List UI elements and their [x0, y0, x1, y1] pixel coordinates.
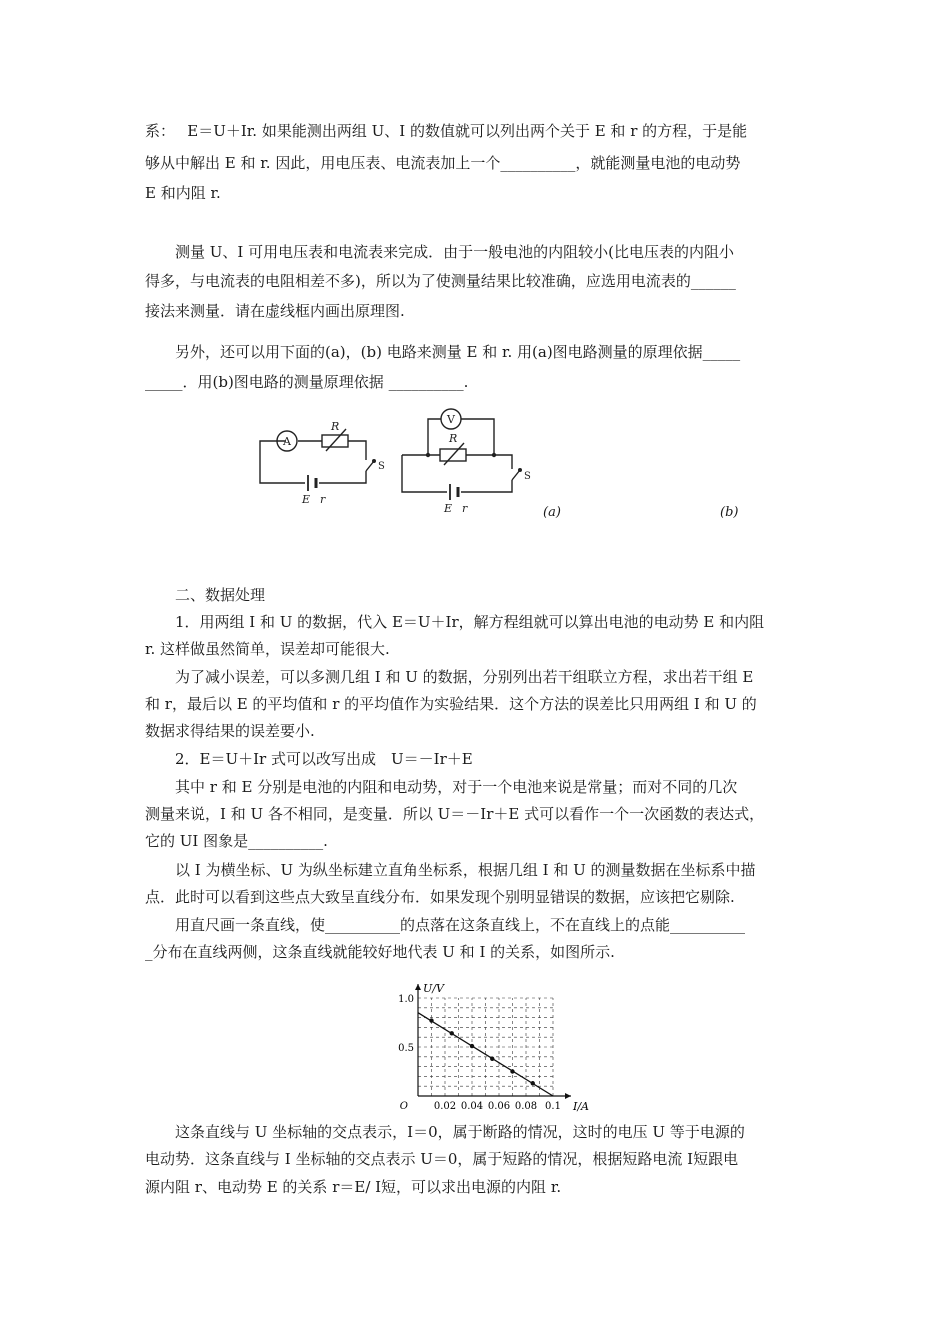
para3-line1: 另外，还可以用下面的(a)，(b) 电路来测量 E 和 r. 用(a)图电路测量的原理依据_____	[175, 343, 741, 361]
switch-label-a: S	[378, 461, 385, 472]
s4-line2: 测量来说，I 和 U 各不相同，是变量．所以 U＝－Ir＋E 式可以看作一个一次函数的表达式，	[145, 805, 765, 823]
s2-line1: 为了减小误差，可以多测几组 I 和 U 的数据，分别列出若干组联立方程，求出若干组 E	[175, 668, 754, 686]
s5-line1: 以 I 为横坐标、U 为纵坐标建立直角坐标系，根据几组 I 和 U 的测量数据在坐标系中描	[175, 861, 756, 879]
s1-line1: 1．用两组 I 和 U 的数据，代入 E＝U＋Ir，解方程组就可以算出电池的电动势 E 和内阻	[175, 613, 765, 631]
para1-line2: 够从中解出 E 和 r. 因此，用电压表、电流表加上一个__________，就能测量电池的电动势	[145, 154, 741, 172]
data-point	[429, 1018, 433, 1022]
ammeter-label: A	[283, 435, 291, 448]
s3-line1: 2．E＝U＋Ir 式可以改写出成 U＝－Ir＋E	[175, 750, 473, 768]
x-tick-label: 0.02	[433, 1101, 457, 1112]
x-tick-label: 0.08	[514, 1101, 538, 1112]
s4-line1: 其中 r 和 E 分别是电池的内阻和电动势，对于一个电池来说是常量；而对不同的几次	[175, 778, 738, 796]
internal-label-b: r	[462, 502, 468, 515]
s4-line3: 它的 UI 图象是__________.	[145, 832, 328, 850]
para2-line2: 得多，与电流表的电阻相差不多)，所以为了使测量结果比较准确，应选用电流表的______	[145, 272, 736, 290]
caption-b: (b)	[720, 505, 739, 520]
x-tick-label: 0.04	[460, 1101, 484, 1112]
s2-line2: 和 r，最后以 E 的平均值和 r 的平均值作为实验结果．这个方法的误差比只用两组 I 和 U 的	[145, 695, 757, 713]
s6-line2: _分布在直线两侧，这条直线就能较好地代表 U 和 I 的关系，如图所示.	[145, 943, 615, 961]
data-point	[470, 1044, 474, 1048]
data-point	[510, 1069, 514, 1073]
s5-line2: 点．此时可以看到这些点大致呈直线分布．如果发现个别明显错误的数据，应该把它剔除.	[145, 888, 735, 906]
resistor-label-b: R	[449, 432, 458, 445]
para2-line3: 接法来测量．请在虚线框内画出原理图.	[145, 302, 405, 320]
y-tick-label: 0.5	[398, 1043, 414, 1054]
s6-line1: 用直尺画一条直线，使__________的点落在这条直线上，不在直线上的点能__________	[175, 916, 746, 934]
s2-line3: 数据求得结果的误差要小.	[145, 722, 315, 740]
s7-line3: 源内阻 r、电动势 E 的关系 r＝E/ I短，可以求出电源的内阻 r.	[145, 1178, 562, 1196]
section2-title: 二、数据处理	[175, 586, 266, 604]
data-point	[490, 1057, 494, 1061]
resistor-label-a: R	[331, 420, 340, 433]
data-point	[450, 1031, 454, 1035]
emf-label-a: E	[302, 493, 311, 506]
x-axis-arrow	[565, 1093, 571, 1099]
s1-line2: r. 这样做虽然简单，误差却可能很大.	[145, 640, 390, 658]
voltmeter-label: V	[447, 413, 455, 426]
s7-line1: 这条直线与 U 坐标轴的交点表示，I＝0，属于断路的情况，这时的电压 U 等于电源的	[175, 1123, 745, 1141]
ui-chart	[380, 978, 590, 1118]
para2-line1: 测量 U、I 可用电压表和电流表来完成．由于一般电池的内阻较小(比电压表的内阻小	[175, 243, 734, 261]
y-axis-arrow	[415, 984, 421, 990]
internal-label-a: r	[320, 493, 326, 506]
data-point	[531, 1081, 535, 1085]
caption-a: (a)	[543, 505, 561, 520]
x-axis-label: I/A	[573, 1100, 589, 1113]
para1-line1: 系： E＝U＋Ir. 如果能测出两组 U、I 的数值就可以列出两个关于 E 和 r 的方程，于是能	[145, 122, 748, 140]
y-axis-label: U/V	[423, 982, 444, 995]
para3-line2: _____．用(b)图电路的测量原理依据 __________.	[145, 373, 469, 391]
origin-label: O	[399, 1101, 408, 1112]
x-tick-label: 0.1	[545, 1101, 561, 1112]
para1-line3: E 和内阻 r.	[145, 184, 221, 202]
circuit-diagrams	[250, 405, 540, 520]
y-tick-label: 1.0	[398, 994, 414, 1005]
switch-label-b: S	[524, 471, 531, 482]
s7-line2: 电动势．这条直线与 I 坐标轴的交点表示 U＝0，属于短路的情况，根据短路电流 I短跟电	[145, 1150, 739, 1168]
x-tick-label: 0.06	[487, 1101, 511, 1112]
emf-label-b: E	[444, 502, 453, 515]
